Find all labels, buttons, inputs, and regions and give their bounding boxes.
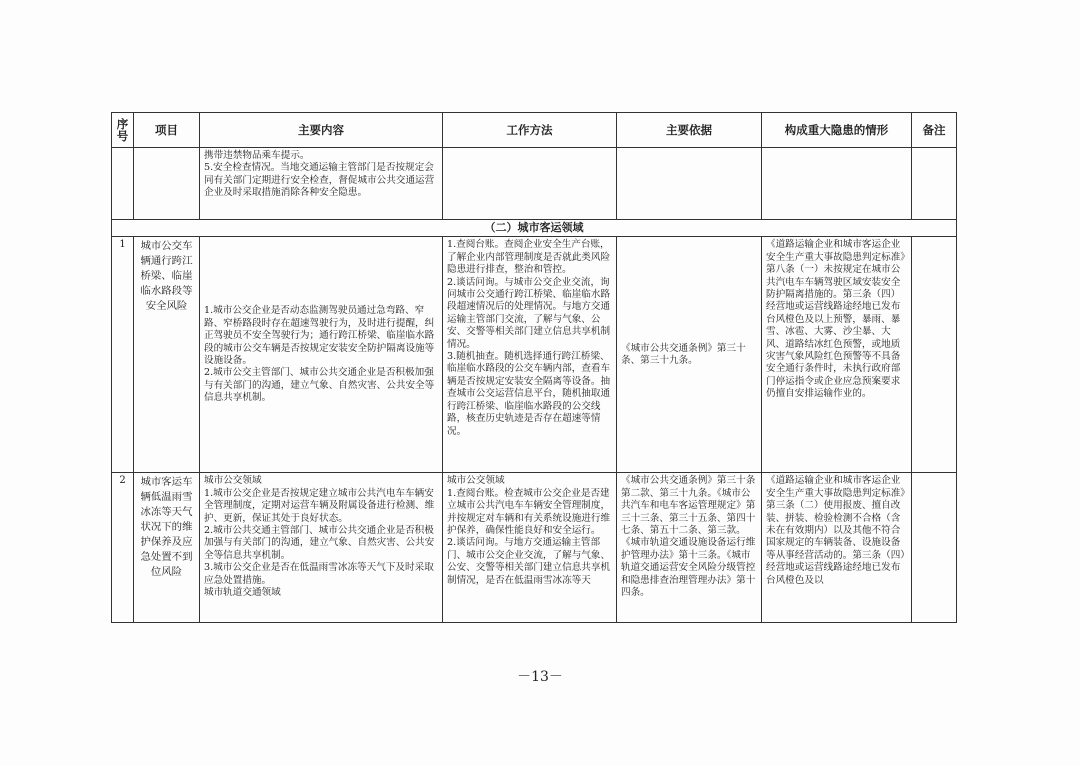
row-basis: 《城市公共交通条例》第三十条、第三十九条。: [617, 237, 762, 473]
header-method: 工作方法: [443, 113, 617, 148]
header-item: 项目: [134, 113, 200, 148]
row-seq: 1: [112, 237, 134, 473]
row-hazard: 《道路运输企业和城市客运企业安全生产重大事故隐患判定标准》第三条（二）使用报废、擅自改装、拼装、检验检测不合格（含未在有效期内）以及其他不符合国家规定的车辆装备、设施设备等从事经营活动的。第三条（四）经营地或运营线路途经地已发布台风橙色及以: [762, 473, 912, 623]
header-content: 主要内容: [200, 113, 443, 148]
row-method: 1.查阅台账。查阅企业安全生产台账，了解企业内部管理制度是否就此类风险隐患进行排查，整治和管控。 2.谈话问询。与城市公交企业交流，询问城市公交通行跨江桥梁、临崖临水路段超速情况后的处理情况。与地方交通运输主管部门交流，了解与气象、公安、交警等相关部门建立信息共享机制情况。 3.随机抽查。随机选择通行跨江桥梁、临崖临水路段的公交车辆内部，查看车辆是否按规定安装安全隔离等设备。抽查城市公交运营信息平台，随机抽取通行跨江桥梁、临崖临水路段的公交线路，核查历史轨迹是否存在超速等情况。: [443, 237, 617, 473]
page-number: －13－: [517, 669, 563, 685]
table-row: [112, 473, 957, 623]
header-basis: 主要依据: [617, 113, 762, 148]
section-title: （二）城市客运领域: [112, 220, 957, 237]
row-remark: [912, 473, 957, 623]
continuation-content: 携带违禁物品乘车提示。 5.安全检查情况。当地交通运输主管部门是否按规定会同有关部门定期进行安全检查，督促城市公共交通运营企业及时采取措施消除各种安全隐患。: [200, 148, 443, 220]
table-row: [112, 237, 957, 473]
hazard-inspection-table: [111, 112, 957, 623]
row-item: 城市公交车辆通行跨江桥梁、临崖临水路段等安全风险: [134, 237, 200, 473]
header-seq: 序号: [112, 113, 134, 148]
section-row: [112, 220, 957, 237]
header-remark: 备注: [912, 113, 957, 148]
row-method: 城市公交领域 1.查阅台账。检查城市公交企业是否建立城市公共汽电车车辆安全管理制度，并按规定对车辆和有关系统设施进行维护保养，确保性能良好和安全运行。 2.谈话问询。与地方交通运输主管部门、城市公交企业交流，了解与气象、公安、交警等相关部门建立信息共享机制情况，是否在低温雨雪冰冻等天: [443, 473, 617, 623]
continuation-row: [112, 148, 957, 220]
row-basis: 《城市公共交通条例》第三十条第二款、第三十九条。《城市公共汽车和电车客运管理规定》第三十三条、第三十五条、第四十七条、第五十二条、第三款。《城市轨道交通设施设备运行维护管理办法》第十三条。《城市轨道交通运营安全风险分级管控和隐患排查治理管理办法》第十四条。: [617, 473, 762, 623]
row-remark: [912, 237, 957, 473]
row-item: 城市客运车辆低温雨雪冰冻等天气状况下的维护保养及应急处置不到位风险: [134, 473, 200, 623]
row-content: 城市公交领域 1.城市公交企业是否按规定建立城市公共汽电车车辆安全管理制度，定期对运营车辆及附属设备进行检测、维护、更新，保证其处于良好状态。 2.城市公共交通主管部门、城市公共交通企业是否积极加强与有关部门的沟通，建立气象、自然灾害、公共安全等信息共享机制。 3.城市公交企业是否在低温雨雪冰冻等天气下及时采取应急处置措施。 城市轨道交通领域: [200, 473, 443, 623]
row-hazard: 《道路运输企业和城市客运企业安全生产重大事故隐患判定标准》第八条（一）未按规定在城市公共汽电车车辆驾驶区域安装安全防护隔离措施的。第三条（四）经营地或运营线路途经地已发布台风橙色及以上预警，暴雨、暴雪、冰雹、大雾、沙尘暴、大风、道路结冰红色预警，或地质灾害气象风险红色预警等不具备安全通行条件时，未执行政府部门停运指令或企业应急预案要求仍擅自安排运输作业的。: [762, 237, 912, 473]
row-seq: 2: [112, 473, 134, 623]
header-hazard: 构成重大隐患的情形: [762, 113, 912, 148]
row-content: 1.城市公交企业是否动态监测驾驶员通过急弯路、窄路、窄桥路段时存在超速驾驶行为，及时进行提醒，纠正驾驶员不安全驾驶行为；通行跨江桥梁、临崖临水路段的城市公交车辆是否按规定安装安全防护隔离设施等设施设备。 2.城市公交主管部门、城市公共交通企业是否积极加强与有关部门的沟通，建立气象、自然灾害、公共安全等信息共享机制。: [200, 237, 443, 473]
table-header-row: [112, 113, 957, 148]
